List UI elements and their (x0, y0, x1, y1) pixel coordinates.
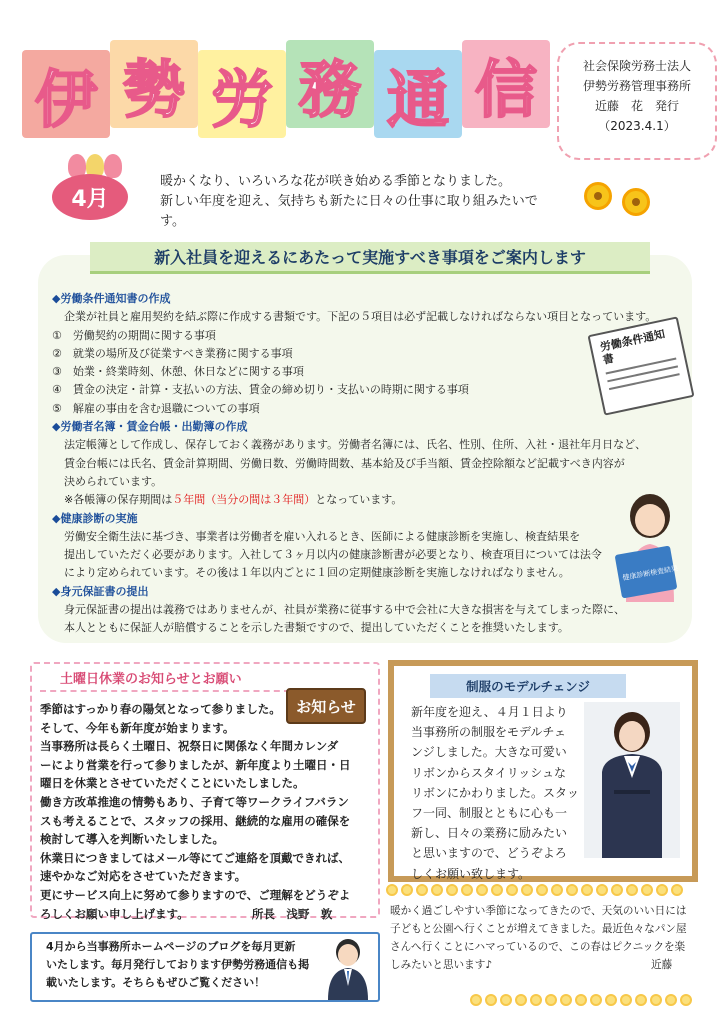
newsletter-title (22, 40, 552, 140)
notice-sign: お知らせ (286, 688, 366, 724)
editor-note-line: しみたいと思います♪ 近藤 (390, 959, 673, 971)
notice-line: 曜日を休業とさせていただくことにいたしました。 (40, 776, 305, 791)
section-body: 決められています。 (64, 474, 163, 488)
editor-note-line: さんへ行くことにハマっているので、この春はピクニックを楽 (390, 941, 686, 953)
list-item: ④ 賃金の決定・計算・支払いの方法、賃金の締め切り・支払いの時期に関する事項 (52, 383, 469, 397)
uniform-line: リボンにかわりました。スタッ (411, 785, 580, 800)
notice-title: 土曜日休業のお知らせとお願い (40, 668, 290, 692)
retention-note-pre: ※各帳簿の保存期間は (64, 493, 173, 507)
woman-reading-illustration (612, 492, 690, 602)
section-heading: ◆労働者名簿・賃金台帳・出勤簿の作成 (52, 420, 248, 434)
title-char-1: 伊 (22, 50, 110, 138)
main-section-title: 新入社員を迎えるにあたって実施すべき事項をご案内します (90, 242, 650, 274)
sunflower-illustration (574, 168, 664, 228)
greeting (160, 172, 560, 232)
list-item: ② 就業の場所及び従業すべき業務に関する事項 (52, 346, 293, 360)
notice-line: ーにより営業を行って参りましたが、新年度より土曜日・日 (40, 757, 351, 772)
issue-date: （2023.4.1） (598, 119, 676, 133)
list-item: ③ 始業・終業時刻、休憩、休日などに関する事項 (52, 365, 304, 379)
notice-line: 当事務所は長らく土曜日、祝祭日に関係なく年間カレンダ (40, 739, 339, 754)
section-heading: ◆身元保証書の提出 (52, 584, 149, 598)
uniform-line: 当事務所の制服をモデルチェ (411, 725, 567, 740)
section-heading: ◆健康診断の実施 (52, 511, 138, 525)
book-label: 健康診断検査結果 (622, 564, 679, 583)
blog-line: いたします。毎月発行しております伊勢労務通信も掲 (46, 958, 310, 971)
notice-body (40, 700, 380, 923)
notice-line: 季節はすっかり春の陽気となって参りました。 (40, 702, 281, 716)
issuer-org-type: 社会保険労務士法人 (582, 59, 691, 73)
notice-line: 検討して導入を判断いたしました。 (40, 832, 224, 847)
issuer-box (557, 42, 717, 160)
uniform-line: ンジしました。大きな可愛い (411, 745, 567, 760)
title-char-3: 労 (198, 50, 286, 138)
blog-line: 4月から当事務所ホームページのブログを毎月更新 (46, 940, 296, 953)
uniform-body (411, 702, 579, 884)
section-body: 身元保証書の提出は義務ではありませんが、社員が業務に従事する中で会社に大きな損害を与えてしまった際に、 (64, 603, 625, 617)
month-label: 4月 (52, 174, 128, 220)
tulip-icon (104, 154, 122, 178)
flower-border-bottom (470, 994, 710, 1008)
uniform-line: フ一同、制服とともに心も一 (411, 806, 568, 821)
uniform-line: しくお願い致します。 (411, 866, 531, 881)
uniform-line: 新年度を迎え、４月１日より (411, 705, 568, 719)
uniform-line: リボンからスタイリッシュな (411, 765, 567, 780)
issuer-office: 伊勢労務管理事務所 (582, 79, 691, 93)
notice-line: 速やかなご対応をさせていただきます。 (40, 869, 247, 884)
section-body: 提出していただく必要があります。入社して３ヶ月以内の健康診断書が必要となり、検査項目については法令 (64, 548, 602, 562)
greeting-line: 新しい年度を迎え、気持ちも新たに日々の仕事に取り組みたいです。 (160, 194, 538, 229)
blog-line: 載いたします。そちらもぜひご覧ください！ (46, 976, 266, 989)
notice-line: 休業日につきましてはメール等にてご連絡を頂戴できれば、 (40, 850, 351, 865)
editor-note (390, 902, 710, 974)
section-body: 企業が社員と雇用契約を結ぶ際に作成する書類です。下記の５項目は必ず記載しなければならない項目となっています。 (64, 310, 657, 324)
section-body: により定められています。その後は１年以内ごとに１回の定期健康診断を実施しなければなりません。 (64, 566, 570, 580)
list-item: ① 労働契約の期間に関する事項 (52, 328, 216, 342)
uniform-line: と思いますので、どうぞよろ (411, 846, 567, 861)
notice-line: そして、今年も新年度が始まります。 (40, 720, 235, 735)
uniform-title: 制服のモデルチェンジ (430, 674, 626, 698)
editor-note-line: 暖かく過ごしやすい季節になってきたので、天気のいい日には (390, 905, 687, 917)
notice-line: ろしくお願い申し上げます。 所長 浅野 敦 (40, 906, 333, 921)
section-body: 労働安全衛生法に基づき、事業者は労働者を雇い入れるとき、医師による健康診断を実施し、検査結果を (64, 529, 581, 543)
uniform-photo (584, 702, 680, 858)
sunflower-icon (584, 182, 612, 210)
section-body: 賃金台帳には氏名、賃金計算期間、労働日数、労働時間数、基本給及び手当額、賃金控除額など記載すべき内容が (64, 456, 625, 470)
uniform-line: 新し、日々の業務に励みたい (411, 826, 568, 841)
document-label: 労働条件通知書 (598, 327, 667, 367)
title-char-5: 通 (374, 50, 462, 138)
section-body: 法定帳簿として作成し、保存しておく義務があります。労働者名簿には、氏名、性別、住所、入社・退社年月日など、 (64, 438, 647, 452)
title-char-2: 勢 (110, 40, 198, 128)
section-body: 本人とともに保証人が賠償することを示した書類ですので、提出していただくことを推奨いたします。 (64, 621, 569, 635)
editor-note-line: 子どもと公園へ行くことが増えてきました。最近色々なパン屋 (390, 923, 687, 935)
sunflower-icon (622, 188, 650, 216)
retention-note (52, 491, 692, 509)
section-heading: ◆労働条件通知書の作成 (52, 292, 171, 305)
issuer-publisher: 近藤 花 発行 (594, 99, 679, 113)
greeting-line: 暖かくなり、いろいろな花が咲き始める季節となりました。 (160, 174, 512, 189)
notice-line: 働き方改革推進の情勢もあり、子育て等ワークライフバラン (40, 794, 349, 809)
notice-line: スも考えることで、スタッフの採用、継続的な雇用の確保を (40, 813, 351, 828)
flower-border-top (386, 884, 706, 898)
retention-period: ５年間（当分の間は３年間） (172, 493, 316, 507)
businessman-illustration (322, 936, 374, 1000)
list-item: ⑤ 解雇の事由を含む退職についての事項 (52, 401, 260, 415)
blog-announcement-text (46, 938, 336, 992)
title-char-4: 務 (286, 40, 374, 128)
month-badge (52, 166, 128, 222)
notice-line: 更にサービス向上に努めて参りますので、ご理解をどうぞよ (40, 887, 351, 902)
title-char-6: 信 (462, 40, 550, 128)
retention-note-post: となっています。 (315, 493, 403, 507)
